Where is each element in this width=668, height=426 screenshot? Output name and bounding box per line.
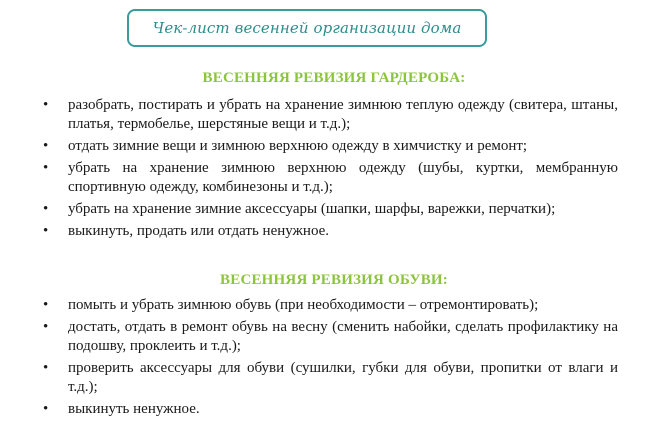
list-item-text: помыть и убрать зимнюю обувь (при необходимости – отремонтировать); bbox=[68, 297, 539, 313]
section-heading-shoes: ВЕСЕННЯЯ РЕВИЗИЯ ОБУВИ: bbox=[220, 272, 448, 288]
section-heading-wardrobe: ВЕСЕННЯЯ РЕВИЗИЯ ГАРДЕРОБА: bbox=[202, 70, 466, 86]
bullet-icon: • bbox=[43, 297, 49, 313]
list-item bbox=[40, 296, 618, 315]
wardrobe-checklist bbox=[40, 96, 618, 244]
list-item-text: убрать на хранение зимние аксессуары (шапки, шарфы, варежки, перчатки); bbox=[68, 201, 556, 217]
list-item bbox=[40, 200, 618, 219]
page-title: Чек-лист весенней организации дома bbox=[152, 19, 462, 37]
list-item-text: разобрать, постирать и убрать на хранение зимнюю теплую одежду (свитера, штаны, платья, термобелье, шерстяные вещи и т.д.); bbox=[68, 97, 618, 132]
list-item bbox=[40, 400, 618, 419]
list-item-text: проверить аксессуары для обуви (сушилки, губки для обуви, пропитки от влаги и т.д.); bbox=[68, 360, 618, 395]
list-item-text: выкинуть, продать или отдать ненужное. bbox=[68, 223, 330, 239]
bullet-icon: • bbox=[43, 138, 49, 154]
list-item bbox=[40, 96, 618, 134]
bullet-icon: • bbox=[43, 360, 49, 376]
list-item-text: достать, отдать в ремонт обувь на весну (сменить набойки, сделать профилактику на подошву, проклеить и т.д.); bbox=[68, 319, 618, 354]
shoes-checklist bbox=[40, 296, 618, 422]
list-item bbox=[40, 222, 618, 241]
list-item bbox=[40, 359, 618, 397]
list-item-text: убрать на хранение зимнюю верхнюю одежду (шубы, куртки, мембранную спортивную одежду, комбинезоны и т.д.); bbox=[68, 160, 618, 195]
list-item bbox=[40, 159, 618, 197]
bullet-icon: • bbox=[43, 201, 49, 217]
bullet-icon: • bbox=[43, 223, 49, 239]
bullet-icon: • bbox=[43, 319, 49, 335]
title-box bbox=[127, 9, 487, 47]
bullet-icon: • bbox=[43, 97, 49, 113]
list-item bbox=[40, 137, 618, 156]
bullet-icon: • bbox=[43, 401, 49, 417]
list-item bbox=[40, 318, 618, 356]
list-item-text: выкинуть ненужное. bbox=[68, 401, 200, 417]
list-item-text: отдать зимние вещи и зимнюю верхнюю одежду в химчистку и ремонт; bbox=[68, 138, 528, 154]
bullet-icon: • bbox=[43, 160, 49, 176]
